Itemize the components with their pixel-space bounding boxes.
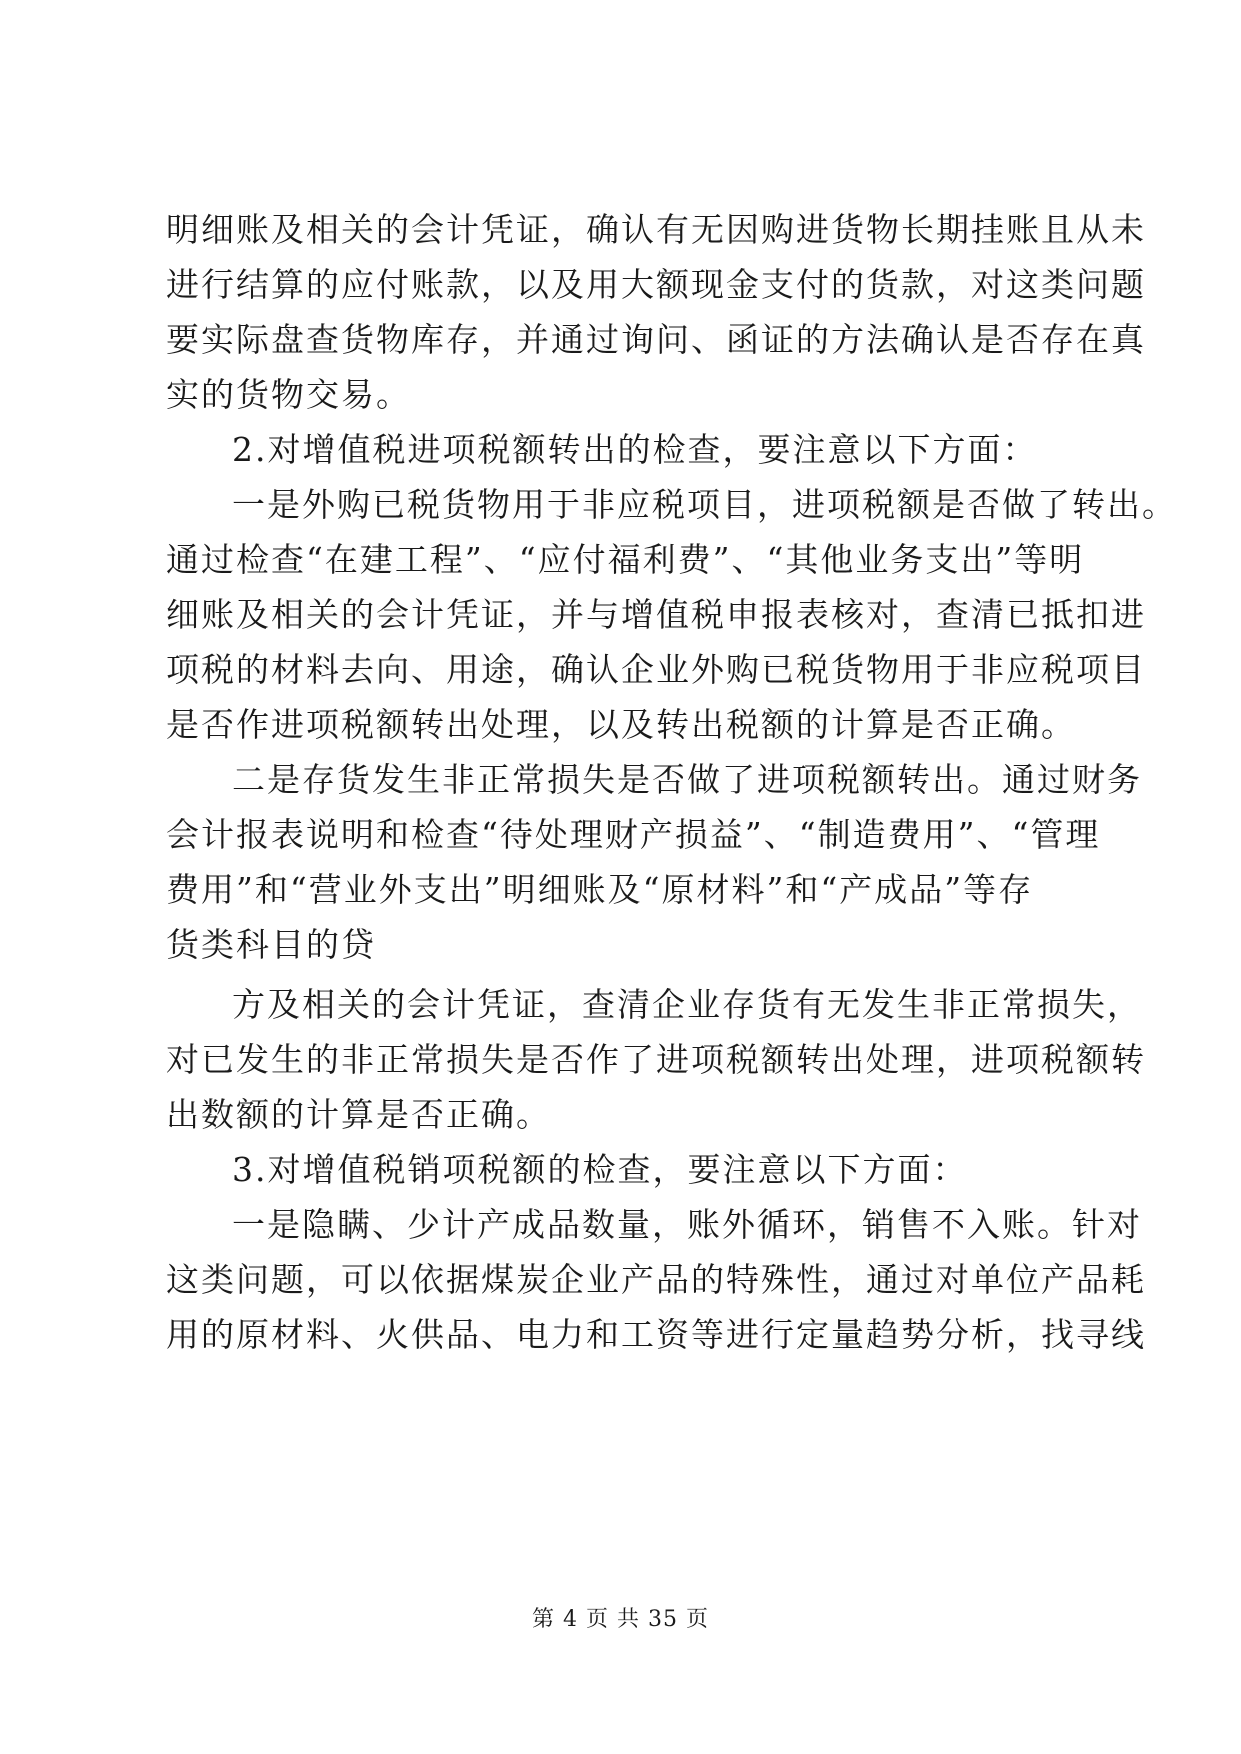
text-line-2: 进行结算的应付账款，以及用大额现金支付的货款，对这类问题 (166, 265, 1146, 304)
text-line-3: 要实际盘查货物库存，并通过询问、函证的方法确认是否存在真 (166, 320, 1146, 359)
section-heading-3: 3.对增值税销项税额的检查，要注意以下方面： (232, 1150, 968, 1189)
text-line-19: 一是隐瞒、少计产成品数量，账外循环，销售不入账。针对 (232, 1205, 1142, 1244)
text-line-12: 会计报表说明和检查“待处理财产损益”、“制造费用”、“管理 (166, 815, 1101, 854)
text-line-1: 明细账及相关的会计凭证，确认有无因购进货物长期挂账且从未 (166, 210, 1146, 249)
text-line-4: 实的货物交易。 (166, 375, 411, 414)
text-line-15: 方及相关的会计凭证，查清企业存货有无发生非正常损失， (232, 985, 1142, 1024)
text-line-9: 项税的材料去向、用途，确认企业外购已税货物用于非应税项目 (166, 650, 1146, 689)
text-line-17: 出数额的计算是否正确。 (166, 1095, 551, 1134)
text-line-13: 费用”和“营业外支出”明细账及“原材料”和“产成品”等存 (166, 870, 1034, 909)
page-number-footer: 第 4 页 共 35 页 (532, 1607, 709, 1632)
text-line-8: 细账及相关的会计凭证，并与增值税申报表核对，查清已抵扣进 (166, 595, 1146, 634)
text-line-11: 二是存货发生非正常损失是否做了进项税额转出。通过财务 (232, 760, 1142, 799)
text-line-7: 通过检查“在建工程”、“应付福利费”、“其他业务支出”等明 (166, 540, 1085, 579)
text-line-21: 用的原材料、火供品、电力和工资等进行定量趋势分析，找寻线 (166, 1315, 1146, 1354)
text-line-20: 这类问题，可以依据煤炭企业产品的特殊性，通过对单位产品耗 (166, 1260, 1146, 1299)
text-line-14: 货类科目的贷 (166, 925, 376, 964)
section-heading-2: 2.对增值税进项税额转出的检查，要注意以下方面： (232, 430, 1038, 469)
text-line-16: 对已发生的非正常损失是否作了进项税额转出处理，进项税额转 (166, 1040, 1146, 1079)
text-line-6: 一是外购已税货物用于非应税项目，进项税额是否做了转出。 (232, 485, 1177, 524)
text-line-10: 是否作进项税额转出处理，以及转出税额的计算是否正确。 (166, 705, 1076, 744)
